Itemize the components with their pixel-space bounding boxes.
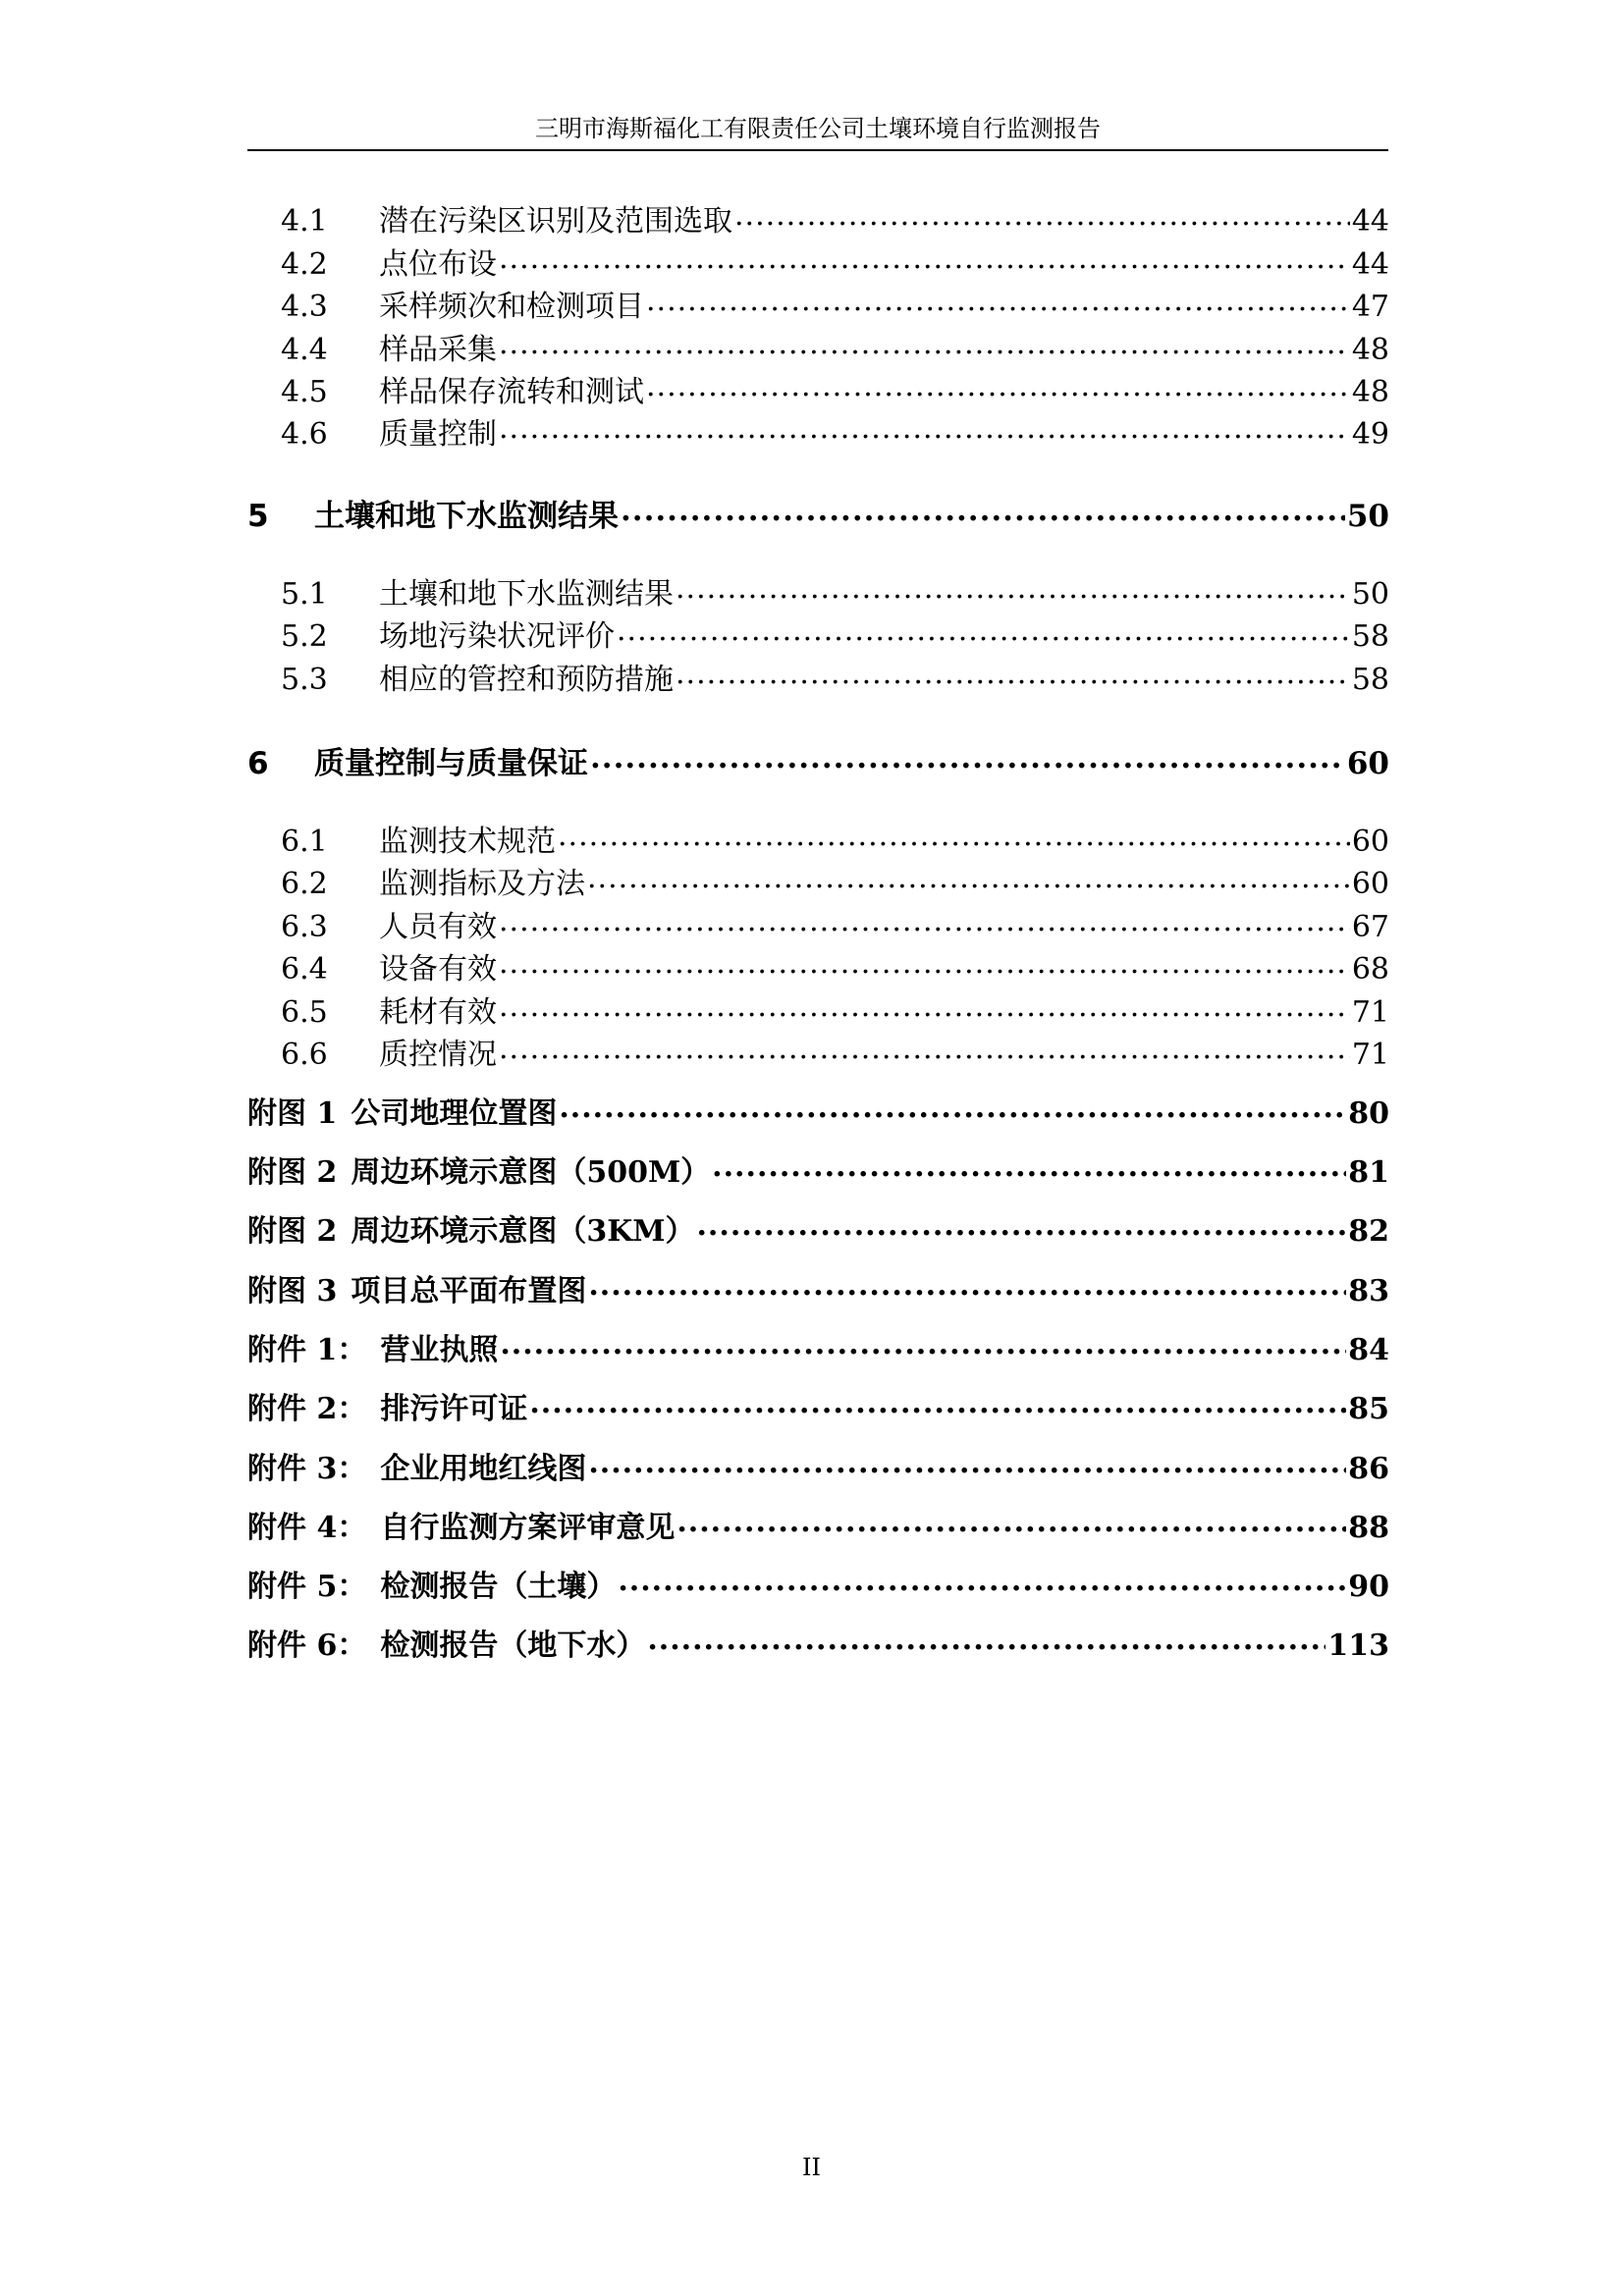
toc-chapter-page: 50 [1346, 499, 1389, 534]
toc-appendix-label: 附件 3： [247, 1452, 367, 1486]
toc-attachment-5[interactable] [247, 1566, 1389, 1609]
toc-appendix-title: 周边环境示意图（3KM） [351, 1214, 695, 1249]
toc-entry-number: 4.1 [281, 204, 328, 239]
toc-attachment-3[interactable] [247, 1448, 1389, 1491]
toc-appendix-label: 附图 2 [247, 1214, 338, 1249]
toc-appendix-page: 88 [1348, 1511, 1389, 1545]
toc-dot-leader [499, 1035, 1350, 1064]
toc-chapter-title: 质量控制与质量保证 [314, 746, 588, 781]
toc-dot-leader [499, 949, 1350, 979]
toc-entry-6-4[interactable] [281, 949, 1389, 988]
toc-entry-number: 4.2 [281, 247, 328, 282]
toc-appendix-label: 附件 2： [247, 1392, 367, 1426]
toc-appendix-page: 80 [1348, 1096, 1389, 1131]
toc-appendix-label: 附件 5： [247, 1570, 367, 1604]
toc-appendix-figure-1[interactable] [247, 1093, 1389, 1136]
toc-appendix-label: 附件 1： [247, 1333, 367, 1367]
toc-entry-title: 监测指标及方法 [379, 867, 585, 901]
toc-dot-leader [676, 574, 1350, 604]
toc-dot-leader [587, 864, 1350, 893]
toc-entry-title: 土壤和地下水监测结果 [379, 577, 674, 612]
toc-entry-number: 4.4 [281, 333, 328, 367]
toc-appendix-figure-3[interactable] [247, 1270, 1389, 1313]
toc-entry-title: 场地污染状况评价 [379, 619, 615, 654]
toc-entry-6-1[interactable] [281, 822, 1389, 861]
toc-entry-4-1[interactable] [281, 201, 1389, 240]
toc-entry-page: 44 [1351, 247, 1389, 282]
toc-dot-leader [617, 616, 1350, 646]
toc-entry-page: 58 [1351, 663, 1389, 697]
toc-entry-title: 样品保存流转和测试 [379, 375, 644, 409]
toc-entry-number: 6.5 [281, 995, 328, 1030]
toc-dot-leader [618, 1567, 1346, 1596]
toc-dot-leader [500, 1330, 1346, 1360]
toc-entry-title: 潜在污染区识别及范围选取 [379, 204, 732, 239]
toc-attachment-4[interactable] [247, 1507, 1389, 1550]
toc-appendix-title: 周边环境示意图（500M） [351, 1155, 711, 1190]
toc-dot-leader [676, 660, 1350, 689]
toc-appendix-page: 86 [1348, 1452, 1389, 1486]
toc-appendix-page: 81 [1348, 1155, 1389, 1190]
toc-entry-5-1[interactable] [281, 574, 1389, 614]
toc-entry-4-4[interactable] [281, 330, 1389, 369]
toc-appendix-figure-2-3km[interactable] [247, 1210, 1389, 1254]
toc-chapter-number: 5 [247, 499, 269, 534]
toc-attachment-6[interactable] [247, 1625, 1389, 1668]
toc-attachment-2[interactable] [247, 1388, 1389, 1431]
toc-entry-title: 质控情况 [379, 1038, 497, 1072]
toc-entry-page: 48 [1351, 333, 1389, 367]
toc-entry-title: 相应的管控和预防措施 [379, 663, 674, 697]
toc-dot-leader [499, 244, 1350, 274]
toc-dot-leader [499, 907, 1350, 936]
toc-entry-6-3[interactable] [281, 907, 1389, 946]
toc-appendix-page: 84 [1348, 1333, 1389, 1367]
toc-entry-number: 5.3 [281, 663, 328, 697]
toc-dot-leader [647, 1626, 1325, 1655]
toc-entry-number: 5.1 [281, 577, 328, 612]
toc-appendix-page: 82 [1348, 1214, 1389, 1249]
toc-appendix-label: 附图 1 [247, 1096, 338, 1131]
toc-appendix-title: 检测报告（土壤） [380, 1570, 617, 1604]
toc-dot-leader [529, 1389, 1346, 1418]
toc-entry-page: 47 [1351, 290, 1389, 324]
toc-appendix-title: 排污许可证 [380, 1392, 528, 1426]
toc-dot-leader [499, 414, 1350, 444]
toc-entry-6-5[interactable] [281, 992, 1389, 1032]
toc-entry-title: 采样频次和检测项目 [379, 290, 644, 324]
toc-dot-leader [590, 743, 1345, 774]
toc-entry-page: 71 [1351, 995, 1389, 1030]
toc-entry-page: 60 [1351, 825, 1389, 859]
toc-entry-title: 质量控制 [379, 417, 497, 452]
toc-appendix-page: 113 [1327, 1629, 1389, 1663]
toc-entry-4-2[interactable] [281, 244, 1389, 284]
toc-appendix-title: 自行监测方案评审意见 [380, 1511, 676, 1545]
toc-appendix-title: 营业执照 [380, 1333, 499, 1367]
toc-entry-number: 6.4 [281, 952, 328, 987]
toc-appendix-title: 项目总平面布置图 [351, 1274, 587, 1308]
toc-entry-4-6[interactable] [281, 414, 1389, 454]
toc-chapter-number: 6 [247, 746, 269, 781]
toc-appendix-page: 83 [1348, 1274, 1389, 1308]
toc-entry-number: 4.3 [281, 290, 328, 324]
toc-entry-title: 样品采集 [379, 333, 497, 367]
toc-entry-page: 58 [1351, 619, 1389, 654]
toc-entry-number: 4.6 [281, 417, 328, 452]
toc-dot-leader [696, 1211, 1346, 1241]
toc-entry-page: 71 [1351, 1038, 1389, 1072]
toc-dot-leader [499, 330, 1350, 359]
toc-dot-leader [676, 1508, 1346, 1537]
toc-dot-leader [559, 1094, 1346, 1123]
toc-appendix-title: 企业用地红线图 [380, 1452, 587, 1486]
toc-dot-leader [646, 287, 1350, 316]
toc-entry-title: 耗材有效 [379, 995, 497, 1030]
toc-entry-5-2[interactable] [281, 616, 1389, 656]
toc-appendix-page: 90 [1348, 1570, 1389, 1604]
toc-attachment-1[interactable] [247, 1329, 1389, 1372]
header-rule [247, 149, 1388, 151]
toc-entry-page: 44 [1351, 204, 1389, 239]
toc-entry-title: 人员有效 [379, 910, 497, 944]
page-header: 三明市海斯福化工有限责任公司土壤环境自行监测报告 [535, 115, 1101, 142]
toc-chapter-5[interactable] [247, 495, 1389, 538]
toc-entry-number: 6.2 [281, 867, 328, 901]
toc-appendix-page: 85 [1348, 1392, 1389, 1426]
toc-entry-number: 5.2 [281, 619, 328, 654]
toc-dot-leader [588, 1271, 1346, 1301]
toc-chapter-6[interactable] [247, 742, 1389, 785]
toc-entry-page: 48 [1351, 375, 1389, 409]
toc-appendix-label: 附件 6： [247, 1629, 367, 1663]
toc-entry-title: 点位布设 [379, 247, 497, 282]
toc-entry-page: 60 [1351, 867, 1389, 901]
toc-appendix-label: 附图 2 [247, 1155, 338, 1190]
toc-appendix-label: 附图 3 [247, 1274, 338, 1308]
toc-appendix-figure-2-500m[interactable] [247, 1151, 1389, 1195]
toc-entry-6-6[interactable] [281, 1035, 1389, 1074]
toc-entry-title: 设备有效 [379, 952, 497, 987]
toc-entry-page: 49 [1351, 417, 1389, 452]
toc-dot-leader [646, 372, 1350, 401]
toc-dot-leader [734, 201, 1350, 231]
toc-dot-leader [558, 822, 1350, 851]
toc-entry-5-3[interactable] [281, 660, 1389, 699]
toc-chapter-page: 60 [1346, 746, 1389, 781]
toc-entry-number: 6.6 [281, 1038, 328, 1072]
toc-entry-6-2[interactable] [281, 864, 1389, 903]
toc-entry-number: 4.5 [281, 375, 328, 409]
toc-entry-title: 监测技术规范 [379, 825, 556, 859]
toc-entry-page: 67 [1351, 910, 1389, 944]
toc-appendix-title: 公司地理位置图 [351, 1096, 558, 1131]
toc-dot-leader [712, 1152, 1346, 1182]
toc-entry-page: 68 [1351, 952, 1389, 987]
toc-dot-leader [499, 992, 1350, 1022]
toc-entry-number: 6.3 [281, 910, 328, 944]
toc-chapter-title: 土壤和地下水监测结果 [314, 499, 619, 534]
toc-entry-number: 6.1 [281, 825, 328, 859]
toc-appendix-title: 检测报告（地下水） [380, 1629, 646, 1663]
toc-appendix-label: 附件 4： [247, 1511, 367, 1545]
page-number: II [802, 2154, 821, 2181]
toc-entry-page: 50 [1351, 577, 1389, 612]
toc-entry-4-5[interactable] [281, 372, 1389, 411]
toc-dot-leader [621, 496, 1345, 526]
toc-entry-4-3[interactable] [281, 287, 1389, 326]
toc-dot-leader [588, 1449, 1346, 1478]
